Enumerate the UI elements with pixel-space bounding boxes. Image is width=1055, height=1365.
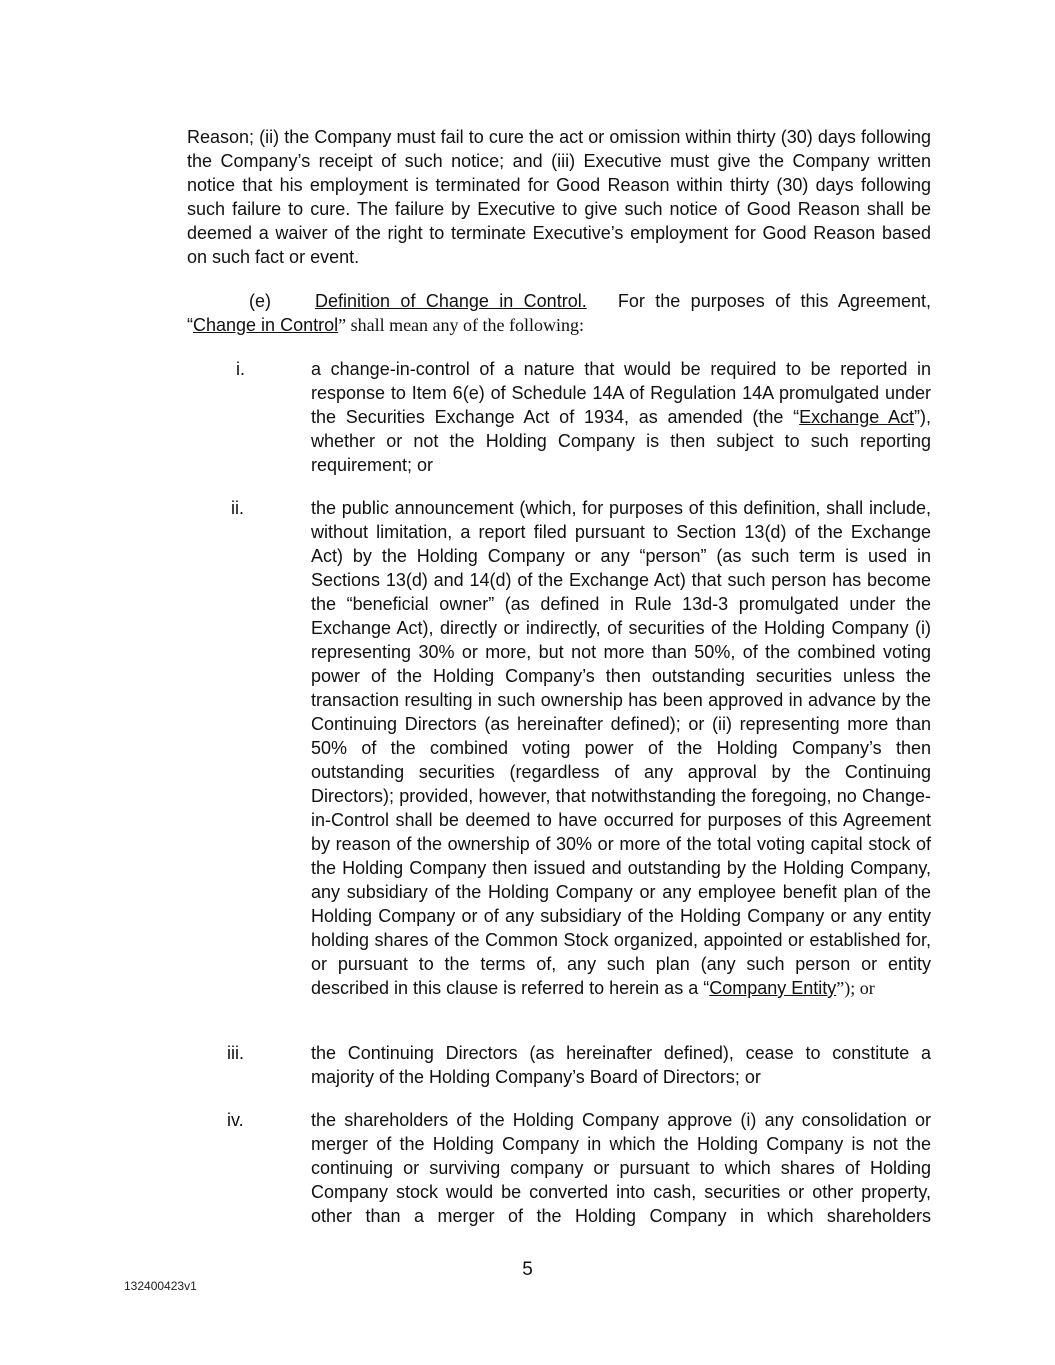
- item-2-defined-term: Company Entity: [709, 978, 837, 998]
- item-4-numeral: iv.: [227, 1110, 244, 1130]
- page-number: 5: [522, 1259, 533, 1280]
- item-2-text-a: the public announcement (which, for purposes of this definition, shall include, without limitation, a report filed pursuant to Section 13(d) of the Exchange Act) by the Holding Company or any “person” (as such term is used in Sections 13(d) and 14(d) of the Exchange Act) that such person has become the “beneficial owner” (as defined in Rule 13d-3 promulgated under the Exchange Act), directly or indirectly, of securities of the Holding Company (i) representing 30% or more, but not more than 50%, of the combined voting power of the Holding Company’s then outstanding securities unless the transaction resulting in such ownership has been approved in advance by the Continuing Directors (as hereinafter defined); or (ii) representing more than 50% of the combined voting power of the Holding Company’s then outstanding securities (regardless of any approval by the Continuing Directors); provided, however, that notwithstanding the foregoing, no Change-in-Control shall be deemed to have occurred for purposes of this Agreement by reason of the ownership of 30% or more of the total voting capital stock of the Holding Company then issued and outstanding by the Holding Company, any subsidiary of the Holding Company or any employee benefit plan of the Holding Company or of any subsidiary of the Holding Company or any entity holding shares of the Common Stock organized, appointed or established for, or pursuant to the terms of, any such plan (any such person or entity described in this clause is referred to herein as a “: [311, 498, 931, 998]
- list-item-2: [311, 496, 931, 1000]
- list-item-3: the Continuing Directors (as hereinafter defined), cease to constitute a majority of the Holding Company’s Board of Directors; or: [311, 1043, 931, 1087]
- section-e-text-a: For the purposes of this Agreement, “: [187, 291, 931, 335]
- item-1-text-b: ”), whether or not the Holding Company is then subject to such reporting requirement; or: [311, 407, 931, 475]
- section-e-defined-term: Change in Control: [193, 315, 339, 335]
- item-1-defined-term: Exchange Act: [799, 407, 914, 427]
- section-e-number: (e): [249, 291, 271, 311]
- item-3-numeral: iii.: [227, 1043, 244, 1063]
- list-item-1: [311, 357, 931, 477]
- section-e-text-b: ” shall mean any of the following:: [338, 315, 585, 335]
- list-item-4: the shareholders of the Holding Company approve (i) any consolidation or merger of the Holding Company in which the Holding Company is not the continuing or surviving company or pursuant to which shares of Holding Company stock would be converted into cash, securities or other property, other than a merger of the Holding Company in which shareholders: [311, 1110, 931, 1226]
- section-e-heading: Definition of Change in Control.: [315, 291, 587, 311]
- section-e-definition: [187, 289, 931, 337]
- paragraph-good-reason-tail: Reason; (ii) the Company must fail to cure the act or omission within thirty (30) days following the Company’s receipt of such notice; and (iii) Executive must give the Company written notice that his employment is terminated for Good Reason within thirty (30) days following such failure to cure. The failure by Executive to give such notice of Good Reason shall be deemed a waiver of the right to terminate Executive’s employment for Good Reason based on such fact or event.: [187, 127, 931, 267]
- item-1-text-a: a change-in-control of a nature that would be required to be reported in response to Item 6(e) of Schedule 14A of Regulation 14A promulgated under the Securities Exchange Act of 1934, as amended (the “: [311, 359, 931, 427]
- document-id: 132400423v1: [124, 1279, 197, 1293]
- item-2-text-b: ”); or: [836, 978, 875, 998]
- item-1-numeral: i.: [236, 359, 245, 379]
- item-2-numeral: ii.: [231, 498, 244, 518]
